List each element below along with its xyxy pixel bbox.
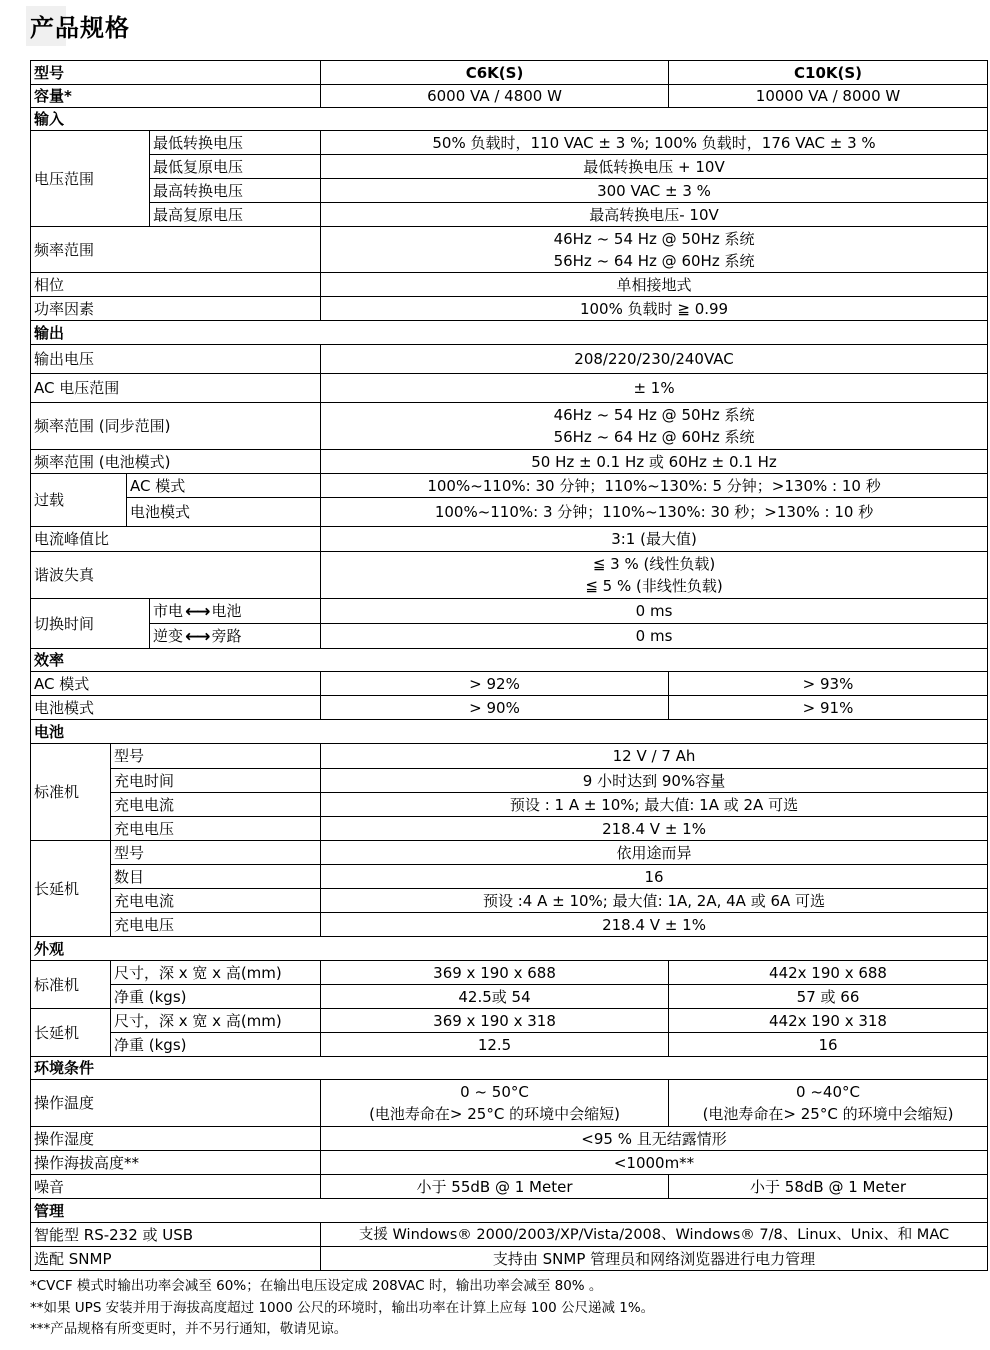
value-b: 57 或 66 xyxy=(669,985,988,1009)
table-row xyxy=(31,1175,988,1199)
row-value: 100%~110%: 30 分钟；110%~130%: 5 分钟；>130% : 10 秒 xyxy=(321,474,988,498)
row-value: 16 xyxy=(321,865,988,889)
section-title: 效率 xyxy=(31,649,988,672)
transfer-label: 切换时间 xyxy=(31,599,150,649)
footnote: ***产品规格有所变更时，并不另行通知，敬请见谅。 xyxy=(30,1321,348,1337)
overload-label: 过载 xyxy=(31,474,127,527)
row-value: 208/220/230/240VAC xyxy=(321,345,988,374)
row-label: 电池模式 xyxy=(31,696,321,720)
row-label: 充电电压 xyxy=(111,913,321,937)
capacity-label: 容量* xyxy=(31,85,321,108)
model-b: C10K(S) xyxy=(669,61,988,85)
table-row xyxy=(31,1033,988,1057)
row-value: 218.4 V ± 1% xyxy=(321,817,988,841)
table-row xyxy=(31,599,988,624)
section-battery xyxy=(31,720,988,744)
row-label: 尺寸，深 x 宽 x 高(mm) xyxy=(111,961,321,985)
row-label: 最低转换电压 xyxy=(150,131,321,155)
value-b: 442x 190 x 688 xyxy=(669,961,988,985)
double-arrow-icon: ←→ xyxy=(185,601,208,622)
table-row xyxy=(31,131,988,155)
transfer-to: 旁路 xyxy=(211,626,242,645)
table-row xyxy=(31,374,988,403)
value-line: 0 ~ 50°C xyxy=(460,1083,529,1101)
section-physical xyxy=(31,937,988,961)
table-row xyxy=(31,1009,988,1033)
row-value xyxy=(321,403,988,450)
value-a: 小于 55dB @ 1 Meter xyxy=(321,1175,669,1199)
table-row xyxy=(31,403,988,450)
section-title: 输入 xyxy=(31,108,988,131)
section-input xyxy=(31,108,988,131)
row-value: <95 % 且无结露情形 xyxy=(321,1127,988,1151)
table-row xyxy=(31,865,988,889)
row-label: 最高转换电压 xyxy=(150,179,321,203)
row-label: 净重 (kgs) xyxy=(111,985,321,1009)
row-value: 支援 Windows® 2000/2003/XP/Vista/2008、Windows® 7/8、Linux、Unix、和 MAC xyxy=(321,1223,988,1247)
value-b: 442x 190 x 318 xyxy=(669,1009,988,1033)
table-row xyxy=(31,227,988,273)
model-label: 型号 xyxy=(31,61,321,85)
table-row xyxy=(31,1127,988,1151)
long-label: 长延机 xyxy=(31,1009,111,1057)
row-label: 电流峰值比 xyxy=(31,527,321,552)
value-a: 12.5 xyxy=(321,1033,669,1057)
table-row xyxy=(31,1151,988,1175)
row-label: 充电电流 xyxy=(111,793,321,817)
double-arrow-icon: ←→ xyxy=(185,626,208,647)
row-value: 预设 :4 A ± 10%; 最大值: 1A, 2A, 4A 或 6A 可选 xyxy=(321,889,988,913)
value-a: > 92% xyxy=(321,672,669,696)
table-row xyxy=(31,527,988,552)
value-b: > 91% xyxy=(669,696,988,720)
row-value: 300 VAC ± 3 % xyxy=(321,179,988,203)
table-row xyxy=(31,696,988,720)
standard-label: 标准机 xyxy=(31,961,111,1009)
row-label: 功率因素 xyxy=(31,297,321,321)
row-label: AC 电压范围 xyxy=(31,374,321,403)
section-management xyxy=(31,1199,988,1223)
table-row xyxy=(31,203,988,227)
row-label: 选配 SNMP xyxy=(31,1247,321,1271)
table-row xyxy=(31,474,988,498)
row-label: 谐波失真 xyxy=(31,552,321,599)
row-label: 操作海拔高度** xyxy=(31,1151,321,1175)
row-label: 数目 xyxy=(111,865,321,889)
table-row xyxy=(31,297,988,321)
row-value: 9 小时达到 90%容量 xyxy=(321,769,988,793)
row-label: 型号 xyxy=(111,744,321,769)
value-a: 369 x 190 x 688 xyxy=(321,961,669,985)
value-line: 56Hz ~ 64 Hz @ 60Hz 系统 xyxy=(553,251,755,270)
footnote: *CVCF 模式时输出功率会减至 60%；在输出电压设定成 208VAC 时，输出功率会减至 80% 。 xyxy=(30,1278,603,1294)
row-label xyxy=(150,599,321,624)
table-row xyxy=(31,345,988,374)
row-label: 充电电流 xyxy=(111,889,321,913)
row-value: 最低转换电压 + 10V xyxy=(321,155,988,179)
model-a: C6K(S) xyxy=(321,61,669,85)
table-row xyxy=(31,179,988,203)
section-title: 外观 xyxy=(31,937,988,961)
row-value: 0 ms xyxy=(321,599,988,624)
row-label: 相位 xyxy=(31,273,321,297)
value-line: ≦ 3 % (线性负载) xyxy=(592,555,716,573)
value-line: 0 ~40°C xyxy=(796,1083,860,1101)
row-label: 噪音 xyxy=(31,1175,321,1199)
row-value xyxy=(321,227,988,273)
section-title: 管理 xyxy=(31,1199,988,1223)
row-label: 最高复原电压 xyxy=(150,203,321,227)
value-b: 小于 58dB @ 1 Meter xyxy=(669,1175,988,1199)
table-row xyxy=(31,889,988,913)
value-line: (电池寿命在> 25°C 的环境中会缩短) xyxy=(702,1105,954,1123)
section-environment xyxy=(31,1057,988,1080)
table-row xyxy=(31,961,988,985)
table-row xyxy=(31,1080,988,1127)
row-value xyxy=(321,552,988,599)
row-value: 预设 : 1 A ± 10%; 最大值: 1A 或 2A 可选 xyxy=(321,793,988,817)
table-row xyxy=(31,273,988,297)
row-value: ± 1% xyxy=(321,374,988,403)
row-label: 型号 xyxy=(111,841,321,865)
transfer-from: 逆变 xyxy=(153,626,184,645)
table-row xyxy=(31,744,988,769)
section-title: 环境条件 xyxy=(31,1057,988,1080)
row-label: 频率范围 xyxy=(31,227,321,273)
value-a xyxy=(321,1080,669,1127)
row-label: AC 模式 xyxy=(127,474,321,498)
value-line: 46Hz ~ 54 Hz @ 50Hz 系统 xyxy=(553,406,755,424)
row-label: 净重 (kgs) xyxy=(111,1033,321,1057)
table-row xyxy=(31,1223,988,1247)
row-label: 输出电压 xyxy=(31,345,321,374)
section-title: 电池 xyxy=(31,720,988,744)
table-row xyxy=(31,672,988,696)
table-row xyxy=(31,913,988,937)
header-row xyxy=(31,61,988,85)
row-label: 操作温度 xyxy=(31,1080,321,1127)
transfer-to: 电池 xyxy=(211,601,242,620)
table-row xyxy=(31,450,988,474)
table-row xyxy=(31,552,988,599)
table-row xyxy=(31,769,988,793)
standard-label: 标准机 xyxy=(31,744,111,841)
value-b: 16 xyxy=(669,1033,988,1057)
table-row xyxy=(31,1247,988,1271)
row-label: 电池模式 xyxy=(127,498,321,527)
row-value: 单相接地式 xyxy=(321,273,988,297)
row-label: 频率范围 (同步范围) xyxy=(31,403,321,450)
footnote: **如果 UPS 安装并用于海拔高度超过 1000 公尺的环境时，输出功率在计算上应每 100 公尺递减 1%。 xyxy=(30,1300,655,1316)
capacity-b: 10000 VA / 8000 W xyxy=(669,85,988,108)
row-value: 0 ms xyxy=(321,624,988,649)
row-label: 充电电压 xyxy=(111,817,321,841)
value-line: (电池寿命在> 25°C 的环境中会缩短) xyxy=(369,1105,620,1123)
row-label: 智能型 RS-232 或 USB xyxy=(31,1223,321,1247)
value-a: 369 x 190 x 318 xyxy=(321,1009,669,1033)
value-a: 42.5或 54 xyxy=(321,985,669,1009)
value-line: 46Hz ~ 54 Hz @ 50Hz 系统 xyxy=(553,229,755,248)
row-value: <1000m** xyxy=(321,1151,988,1175)
table-row xyxy=(31,817,988,841)
value-line: ≦ 5 % (非线性负载) xyxy=(585,577,723,595)
table-row xyxy=(31,624,988,649)
value-b xyxy=(669,1080,988,1127)
row-value: 50% 负载时，110 VAC ± 3 %; 100% 负载时，176 VAC ± 3 % xyxy=(321,131,988,155)
capacity-a: 6000 VA / 4800 W xyxy=(321,85,669,108)
spec-table xyxy=(30,60,988,1271)
section-efficiency xyxy=(31,649,988,672)
capacity-row xyxy=(31,85,988,108)
section-title: 输出 xyxy=(31,321,988,345)
row-value: 100%~110%: 3 分钟；110%~130%: 30 秒；>130% : 10 秒 xyxy=(321,498,988,527)
row-value: 3:1 (最大值) xyxy=(321,527,988,552)
row-label: 操作湿度 xyxy=(31,1127,321,1151)
row-value: 支持由 SNMP 管理员和网络浏览器进行电力管理 xyxy=(321,1247,988,1271)
row-value: 12 V / 7 Ah xyxy=(321,744,988,769)
row-value: 最高转换电压- 10V xyxy=(321,203,988,227)
row-value: 100% 负载时 ≧ 0.99 xyxy=(321,297,988,321)
voltage-range-label: 电压范围 xyxy=(31,131,150,227)
row-label: 尺寸，深 x 宽 x 高(mm) xyxy=(111,1009,321,1033)
table-row xyxy=(31,155,988,179)
value-b: > 93% xyxy=(669,672,988,696)
table-row xyxy=(31,985,988,1009)
long-label: 长延机 xyxy=(31,841,111,937)
value-line: 56Hz ~ 64 Hz @ 60Hz 系统 xyxy=(553,428,755,446)
table-row xyxy=(31,841,988,865)
row-value: 依用途而异 xyxy=(321,841,988,865)
table-row xyxy=(31,498,988,527)
row-label: 最低复原电压 xyxy=(150,155,321,179)
row-label xyxy=(150,624,321,649)
row-value: 50 Hz ± 0.1 Hz 或 60Hz ± 0.1 Hz xyxy=(321,450,988,474)
row-label: 充电时间 xyxy=(111,769,321,793)
section-output xyxy=(31,321,988,345)
row-value: 218.4 V ± 1% xyxy=(321,913,988,937)
row-label: 频率范围 (电池模式) xyxy=(31,450,321,474)
page-title: 产品规格 xyxy=(30,14,130,42)
table-row xyxy=(31,793,988,817)
transfer-from: 市电 xyxy=(153,601,184,620)
value-a: > 90% xyxy=(321,696,669,720)
row-label: AC 模式 xyxy=(31,672,321,696)
